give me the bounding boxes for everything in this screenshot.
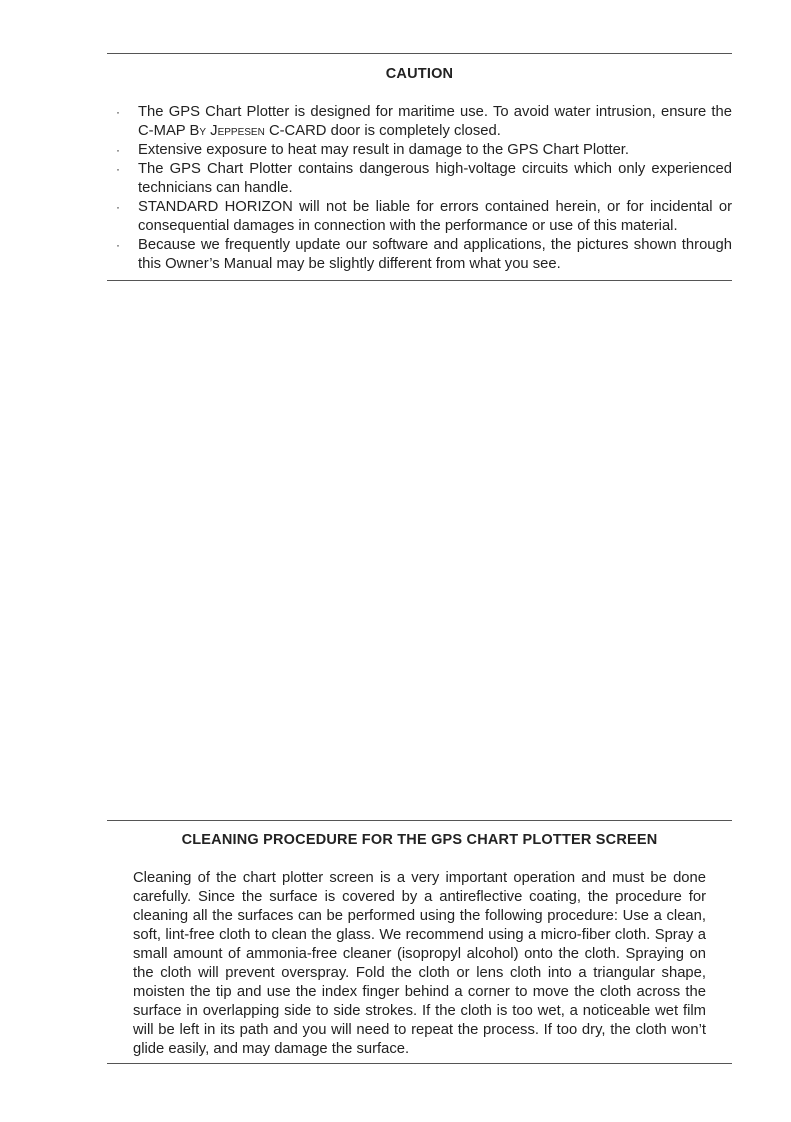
caution-item <box>116 103 732 141</box>
caution-item <box>116 236 732 274</box>
caution-item-tail: C-CARD door is completely closed. <box>264 123 501 139</box>
caution-item-text: STANDARD HORIZON will not be liable for errors contained herein, or for incidental or consequential damages in connection with the performance or use of this material. <box>138 199 732 234</box>
caution-bottom-rule <box>107 280 732 281</box>
caution-item <box>116 141 732 160</box>
cleaning-top-rule <box>107 820 732 821</box>
cleaning-bottom-rule <box>107 1063 732 1064</box>
bullet-icon: · <box>116 105 120 119</box>
caution-item-text: Because we frequently update our software and applications, the pictures shown through this Owner’s Manual may be slightly different from what you see. <box>138 237 732 272</box>
caution-heading: CAUTION <box>385 66 454 82</box>
cleaning-body: Cleaning of the chart plotter screen is a very important operation and must be done carefully. Since the surface is covered by a antireflective coating, the procedure for cleaning all the surfaces can be performed using the following procedure: Use a clean, soft, lint-free cloth to clean the glass. We recommend using a micro-fiber cloth. Spray a small amount of ammonia-free cleaner (isopropyl alcohol) onto the cloth. Spraying on the cloth will prevent overspray. Fold the cloth or lens cloth into a triangular shape, moisten the tip and use the index finger behind a corner to move the cloth across the surface in overlapping side to side strokes. If the cloth is too wet, a noticeable wet film will be left in its path and you will need to repeat the process. If too dry, the cloth won’t glide easily, and may damage the surface. <box>133 870 706 1057</box>
caution-item <box>116 198 732 236</box>
caution-item-text: Extensive exposure to heat may result in damage to the GPS Chart Plotter. <box>138 142 630 158</box>
bullet-icon: · <box>116 200 120 214</box>
caution-item <box>116 160 732 198</box>
bullet-icon: · <box>116 143 120 157</box>
bullet-icon: · <box>116 238 120 252</box>
caution-item-text: The GPS Chart Plotter is designed for maritime use. To avoid water intrusion, ensure the C-MAP <box>138 104 732 139</box>
caution-item-brand: By Jeppesen <box>189 123 265 139</box>
caution-top-rule <box>107 53 732 54</box>
bullet-icon: · <box>116 162 120 176</box>
cleaning-heading: CLEANING PROCEDURE FOR THE GPS CHART PLOTTER SCREEN <box>181 832 658 848</box>
caution-item-text: The GPS Chart Plotter contains dangerous high-voltage circuits which only experienced technicians can handle. <box>138 161 732 196</box>
caution-list <box>116 103 732 274</box>
